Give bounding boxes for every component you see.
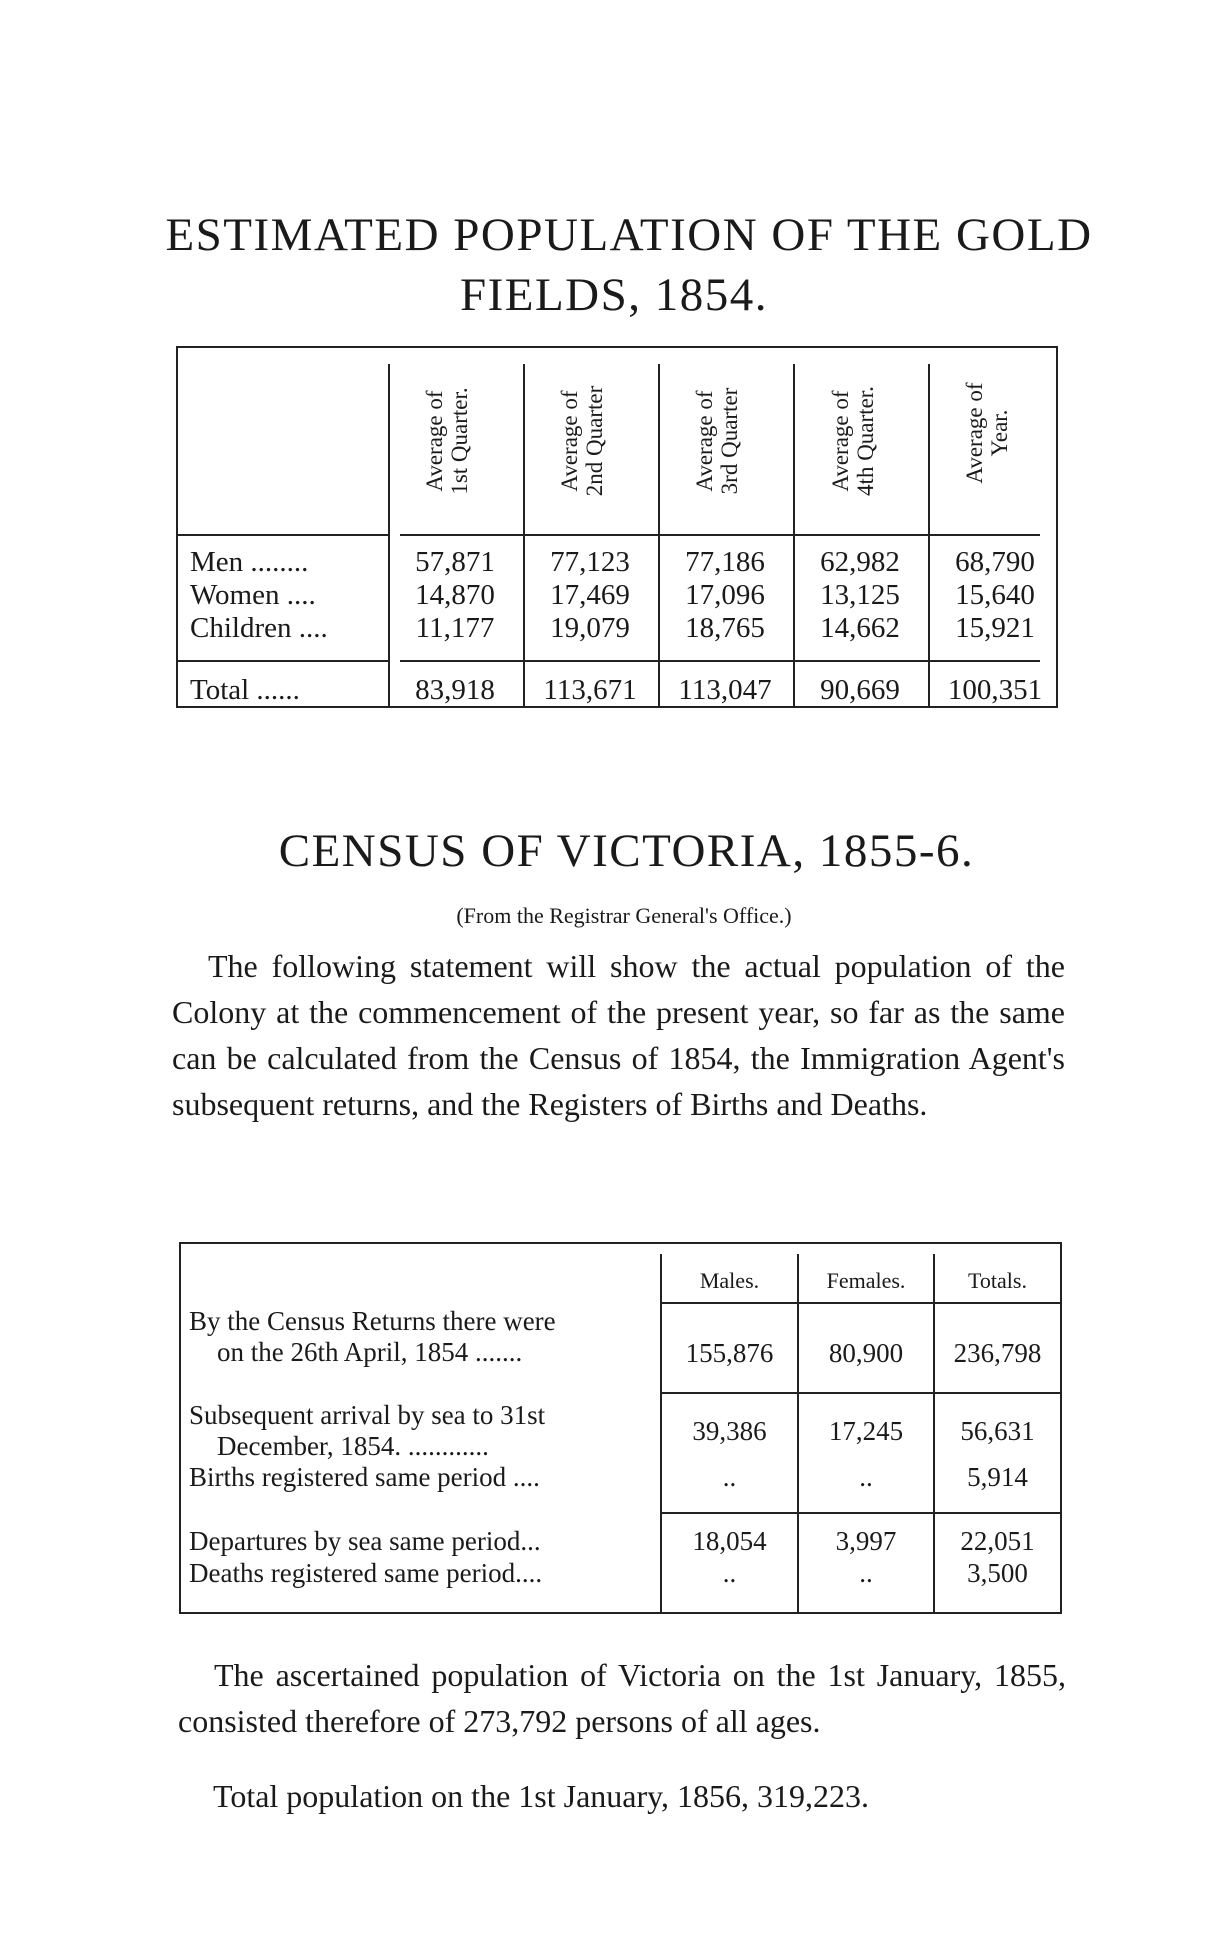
row-label-children: Children .... <box>190 612 328 644</box>
gold-fields-title-line1: ESTIMATED POPULATION OF THE GOLD <box>165 209 1093 261</box>
row-label-total: Total ...... <box>190 674 300 706</box>
conclusion-paragraph: The ascertained population of Victoria on the 1st January, 1855, consisted therefore of 273,792 persons of all ages. <box>178 1657 1066 1739</box>
cell-women-q3: 17,096 <box>685 579 765 611</box>
cell-men-q4: 62,982 <box>820 546 900 578</box>
gold-fields-title-line2: FIELDS, 1854. <box>459 269 769 321</box>
col-header-q3 <box>692 366 742 516</box>
births-females: .. <box>859 1462 873 1492</box>
births-males: .. <box>722 1462 737 1492</box>
census-intro-paragraph: The following statement will show the actual population of the Colony at the commencement of the present year, so far as the same can be calculated from the Census of 1854, the Immigration Agent's subsequent returns, and the Registers of Births and Deaths. <box>172 948 1065 1122</box>
departures-totals: 22,051 <box>960 1526 1035 1556</box>
header-males: Males. <box>699 1268 760 1293</box>
census-returns-females: 80,900 <box>828 1338 904 1368</box>
header-females: Females. <box>826 1268 906 1293</box>
cell-men-year: 68,790 <box>955 546 1035 578</box>
census-title: CENSUS OF VICTORIA, 1855-6. <box>278 825 975 877</box>
cell-children-q3: 18,765 <box>685 612 765 644</box>
deaths-totals: 3,500 <box>967 1558 1028 1588</box>
section-rule <box>660 1512 1060 1514</box>
census-table <box>179 1242 1062 1614</box>
label-line: on the 26th April, 1854 ....... <box>217 1337 523 1367</box>
cell-total-q1: 83,918 <box>415 674 495 706</box>
arrivals-females: 17,245 <box>828 1416 904 1446</box>
row-label-departures: Departures by sea same period... <box>189 1526 541 1556</box>
total-rule <box>178 660 389 662</box>
col-header-q2 <box>557 366 607 516</box>
cell-women-q4: 13,125 <box>820 579 900 611</box>
cell-children-q2: 19,079 <box>550 612 630 644</box>
cell-men-q3: 77,186 <box>685 546 765 578</box>
header-rule <box>400 534 1040 536</box>
label-line: Subsequent arrival by sea to 31st <box>189 1400 546 1430</box>
cell-total-q4: 90,669 <box>820 674 900 706</box>
gold-fields-table <box>176 346 1058 708</box>
census-returns-males: 155,876 <box>685 1338 774 1368</box>
deaths-males: .. <box>722 1558 737 1588</box>
departures-males: 18,054 <box>692 1526 767 1556</box>
total-rule <box>400 660 1040 662</box>
col-header-q1 <box>422 366 472 516</box>
col-header-year <box>962 368 1012 498</box>
row-label-arrivals <box>189 1400 654 1462</box>
col-header-line: Average of <box>557 390 582 492</box>
col-header-line: Average of <box>422 390 447 492</box>
col-header-line: Average of <box>828 390 853 492</box>
col-header-line: 3rd Quarter <box>717 387 742 495</box>
cell-women-q2: 17,469 <box>550 579 630 611</box>
header-rule <box>660 1302 1060 1304</box>
cell-children-year: 15,921 <box>955 612 1035 644</box>
cell-total-q3: 113,047 <box>678 674 772 706</box>
row-label-births: Births registered same period .... <box>189 1462 540 1492</box>
cell-women-q1: 14,870 <box>415 579 495 611</box>
section-rule <box>660 1392 1060 1394</box>
row-label-men: Men ........ <box>190 546 309 578</box>
col-header-line: Year. <box>987 409 1012 457</box>
cell-total-q2: 113,671 <box>543 674 637 706</box>
cell-total-year: 100,351 <box>947 674 1043 706</box>
cell-children-q4: 14,662 <box>820 612 900 644</box>
cell-women-year: 15,640 <box>955 579 1035 611</box>
col-header-q4 <box>828 366 878 516</box>
label-line: By the Census Returns there were <box>189 1306 556 1336</box>
cell-children-q1: 11,177 <box>415 612 495 644</box>
row-label-deaths: Deaths registered same period.... <box>189 1558 543 1588</box>
label-line: December, 1854. ............ <box>217 1431 489 1461</box>
gold-fields-title <box>0 205 1228 325</box>
arrivals-males: 39,386 <box>692 1416 767 1446</box>
total-population-line: Total population on the 1st January, 1856, 319,223. <box>213 1778 870 1814</box>
arrivals-totals: 56,631 <box>960 1416 1035 1446</box>
cell-men-q2: 77,123 <box>550 546 630 578</box>
cell-men-q1: 57,871 <box>415 546 495 578</box>
col-header-line: Average of <box>692 390 717 492</box>
deaths-females: .. <box>859 1558 873 1588</box>
census-returns-totals: 236,798 <box>953 1338 1042 1368</box>
census-subtitle: (From the Registrar General's Office.) <box>456 903 792 928</box>
departures-females: 3,997 <box>835 1526 897 1556</box>
row-label-census-returns <box>189 1306 654 1368</box>
births-totals: 5,914 <box>967 1462 1028 1492</box>
col-header-line: Average of <box>962 382 987 484</box>
header-rule <box>178 534 389 536</box>
row-label-women: Women .... <box>190 579 316 611</box>
header-totals: Totals. <box>968 1268 1027 1293</box>
col-header-line: 1st Quarter. <box>447 387 472 495</box>
col-header-line: 2nd Quarter <box>582 385 607 497</box>
col-header-line: 4th Quarter. <box>853 386 878 496</box>
